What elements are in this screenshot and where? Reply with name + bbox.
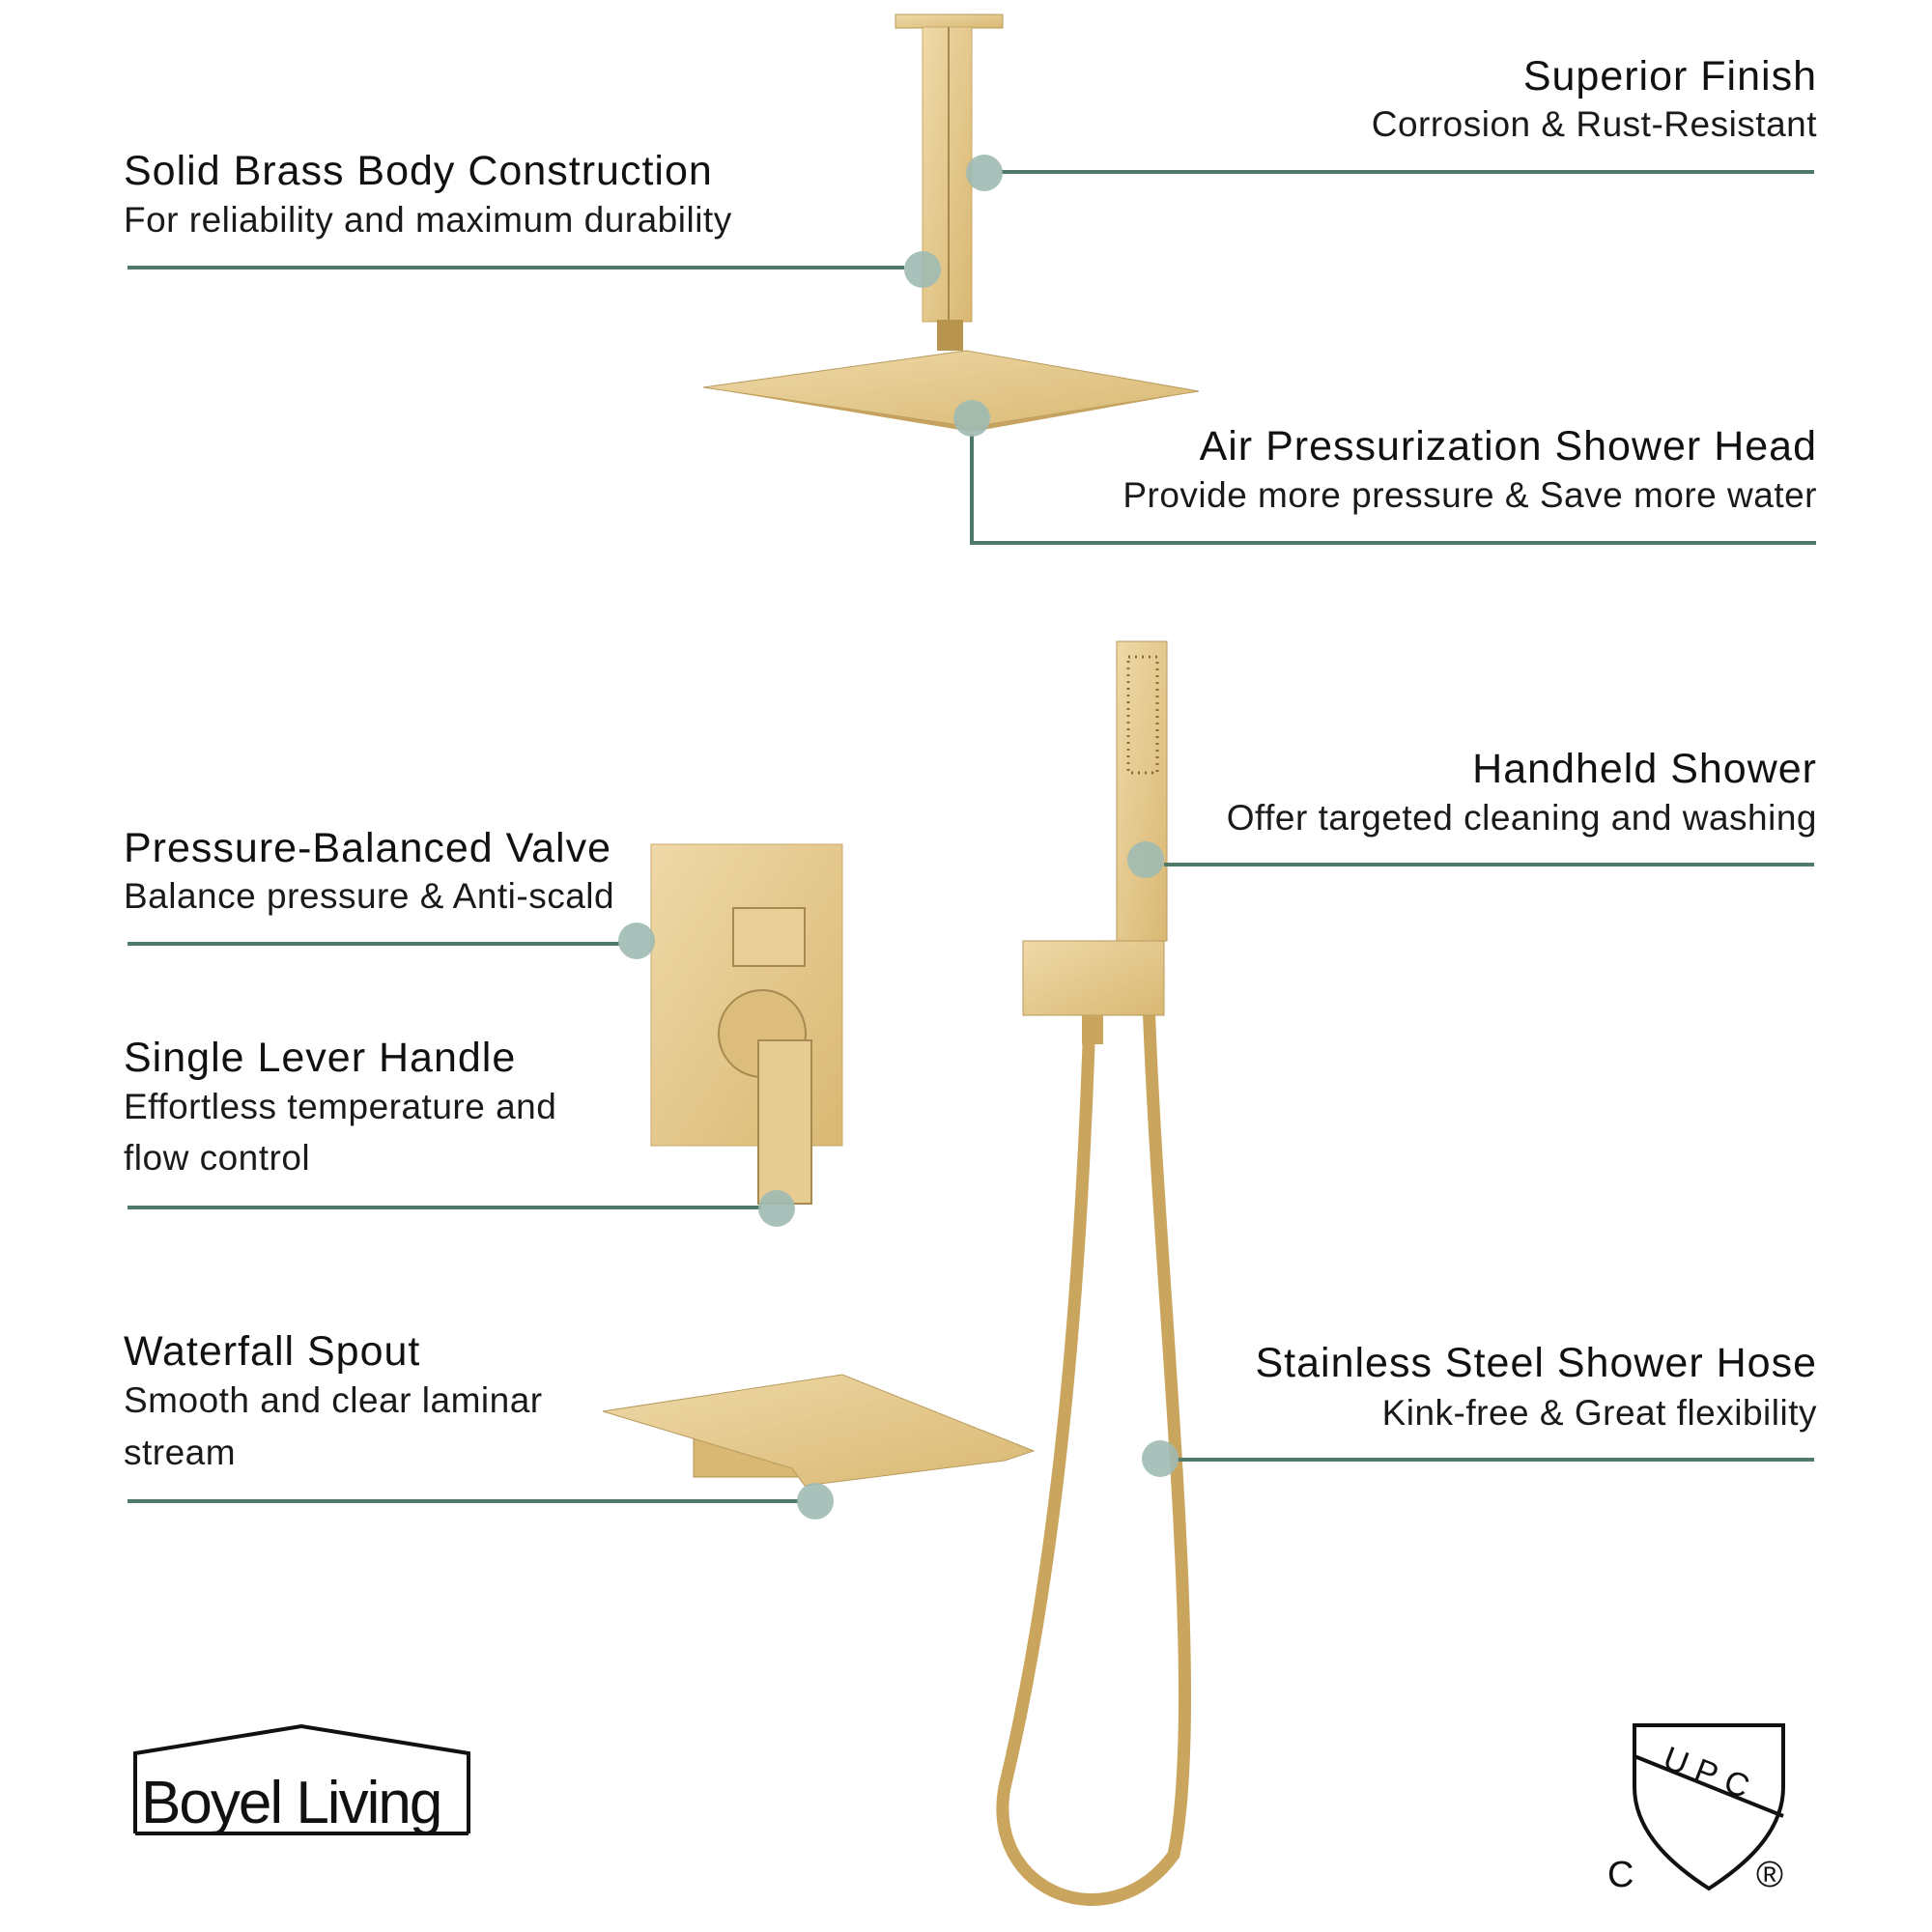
feature-subtitle: flow control: [124, 1138, 311, 1178]
feature-subtitle: For reliability and maximum durability: [124, 200, 732, 240]
feature-subtitle: stream: [124, 1433, 237, 1472]
callout-dot: [966, 155, 1003, 191]
feature-title: Superior Finish: [1522, 53, 1817, 99]
feature-subtitle: Corrosion & Rust-Resistant: [1371, 104, 1817, 144]
feature-subtitle: Smooth and clear laminar: [124, 1380, 543, 1420]
feature-title: Air Pressurization Shower Head: [1199, 423, 1817, 469]
waterfall-spout: [603, 1375, 1034, 1486]
rain-shower-head: [703, 14, 1199, 432]
registered-mark: ®: [1756, 1855, 1783, 1895]
callout-dot: [953, 400, 990, 437]
callout-dot: [797, 1483, 834, 1520]
feature-title: Solid Brass Body Construction: [124, 148, 713, 194]
upc-mark: UPC: [1658, 1740, 1764, 1810]
feature-title: Pressure-Balanced Valve: [124, 825, 612, 871]
upc-c-mark: C: [1607, 1855, 1634, 1895]
feature-title: Handheld Shower: [1472, 746, 1817, 792]
feature-subtitle: Kink-free & Great flexibility: [1381, 1393, 1817, 1433]
callout-dot: [904, 251, 941, 288]
feature-subtitle: Provide more pressure & Save more water: [1122, 475, 1817, 515]
callout-dot: [758, 1190, 795, 1227]
handheld-shower: [1003, 641, 1185, 1900]
feature-subtitle: Balance pressure & Anti-scald: [124, 876, 615, 916]
callout-dot: [618, 923, 655, 959]
feature-subtitle: Effortless temperature and: [124, 1087, 557, 1126]
brand-logo: Boyel Living: [141, 1770, 441, 1836]
pressure-balanced-valve: [651, 844, 842, 1204]
feature-title: Stainless Steel Shower Hose: [1255, 1340, 1817, 1386]
callout-dot: [1127, 841, 1164, 878]
feature-subtitle: Offer targeted cleaning and washing: [1226, 798, 1817, 838]
callout-dots: [618, 155, 1179, 1520]
feature-title: Single Lever Handle: [124, 1035, 517, 1081]
callout-dot: [1142, 1440, 1179, 1477]
feature-title: Waterfall Spout: [124, 1328, 421, 1375]
